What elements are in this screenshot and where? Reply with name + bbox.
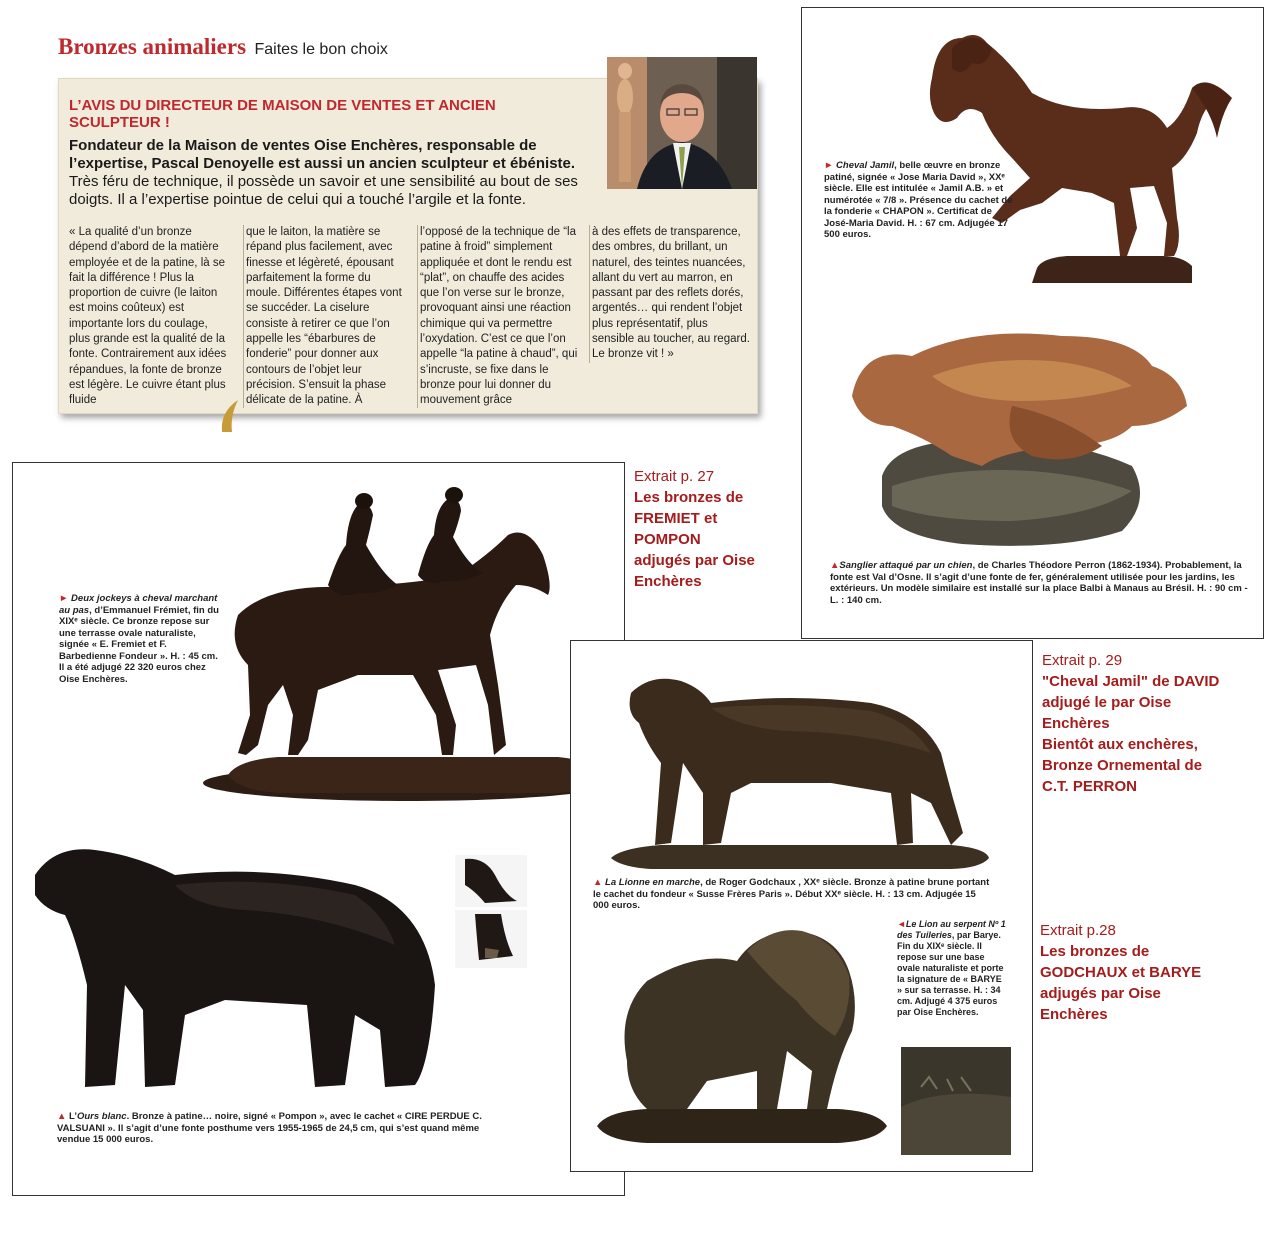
interview-column-3-text: l’opposé de la technique de “la patine à froid” simplement appliquée et dont le rendu est “plat”, on chauffe des acides que l’on verse sur le bronze, provoquant ainsi une réaction chimique qui va permettre l’oxydation. C’est ce que l’on appelle “la patine à chaud”, qui s’incruste, se fixe dans le bronze pour lui donner du mouvement grâce	[420, 226, 578, 407]
caption-jockeys-title: Deux jockeys à cheval marchant au pas	[59, 593, 218, 616]
caption-sanglier	[830, 560, 1250, 606]
extrait-p29-line: Bientôt aux enchères,	[1042, 736, 1198, 753]
extrait-p27-line: Enchères	[634, 573, 702, 590]
panel-jockeys-ours	[12, 462, 625, 1196]
caption-cheval-title: Cheval Jamil	[836, 160, 895, 171]
extrait-p28-line: adjugés par Oise	[1040, 985, 1161, 1002]
extrait-p27-line: POMPON	[634, 531, 701, 548]
lion-au-serpent-photo	[587, 911, 895, 1151]
caption-lion-text: , par Barye. Fin du XIXᵉ siècle. Il repose sur une base ovale naturaliste et porte la signature de « BARYE » sur sa terrasse. H. : 34 cm. Adjugé 4 375 euros par Oise Enchères.	[897, 929, 1004, 1017]
ours-detail-photo-1	[455, 855, 527, 907]
interview-intro-bold: Fondateur de la Maison de ventes Oise Enchères, responsable de l’expertise, Pascal Denoyelle est aussi un ancien sculpteur et ébéniste.	[69, 137, 576, 172]
caption-marker: ▲	[830, 560, 840, 571]
caption-jockeys	[59, 593, 219, 686]
page-header	[58, 34, 388, 60]
extrait-p27-label: Extrait p. 27	[634, 468, 715, 485]
extrait-p28-line: Enchères	[1040, 1006, 1108, 1023]
caption-ours-blanc	[57, 1111, 497, 1146]
page-title: Bronzes animaliers	[58, 34, 247, 59]
interview-column-3	[417, 225, 578, 408]
caption-lionne-title: La Lionne en marche	[605, 877, 701, 888]
panel-cheval-sanglier	[801, 7, 1264, 639]
extrait-p27-line: Les bronzes de	[634, 489, 744, 506]
extrait-p27-line: FREMIET et	[634, 510, 718, 527]
extrait-p29-line: Enchères	[1042, 715, 1110, 732]
lionne-photo	[591, 653, 991, 873]
lion-signature-detail-photo	[901, 1047, 1011, 1155]
caption-ours-text: . Bronze à patine… noire, signé « Pompon », avec le cachet « CIRE PERDUE C. VALSUANI ». Il s’agit d’une fonte posthume vers 1955-1965 de 24,5 cm, qui s’est quand même vendue 15 000 euros.	[57, 1111, 482, 1146]
caption-lion-title: Le Lion au serpent Nº 1 des Tuileries	[897, 919, 1006, 940]
caption-cheval-jamil	[824, 160, 1014, 241]
interview-column-2-text: que le laiton, la matière se répand plus facilement, avec finesse et légèreté, épousant parfaitement la forme du moule. Différentes étapes vont se succéder. La ciselure consiste à retirer ce que l’on appelle les “ébarbures de fonderie” pour donner aux contours de l’objet leur précision. S’ensuit la phase délicate de la patine. À	[246, 226, 402, 407]
caption-sanglier-title: Sanglier attaqué par un chien	[839, 560, 973, 571]
interview-column-4-text: à des effets de transparence, des ombres, du brillant, un naturel, des teintes nuancées, allant du vert au marron, en passant par des reflets dorés, argentés… qui rendent l’objet plus représentatif, plus sensible au toucher, au regard. Le bronze vit ! »	[592, 226, 750, 361]
extrait-p29-line: adjugé le par Oise	[1042, 694, 1172, 711]
caption-marker: ▲	[57, 1111, 67, 1122]
caption-marker: ◄	[897, 919, 906, 929]
ours-blanc-photo	[25, 835, 445, 1095]
extrait-p28-label: Extrait p.28	[1040, 922, 1116, 939]
interview-intro	[69, 137, 609, 209]
extrait-p29-line: "Cheval Jamil" de DAVID	[1042, 673, 1220, 690]
interview-intro-text: Très féru de technique, il possède un savoir et une sensibilité au bout de ses doigts. Il a l’expertise pointue de celui qui a touché l’argile et la fonte.	[69, 173, 578, 208]
interview-title: L’AVIS DU DIRECTEUR DE MAISON DE VENTES ET ANCIEN SCULPTEUR !	[69, 97, 496, 132]
caption-ours-title: Ours blanc	[76, 1111, 127, 1122]
extrait-p29	[1042, 650, 1272, 797]
caption-marker: ▲	[593, 877, 603, 888]
caption-ours-pre: L’	[69, 1111, 77, 1122]
caption-lionne-text: , de Roger Godchaux , XXᵉ siècle. Bronze à patine brune portant le cachet du fondeur « Susse Frères Paris ». Début XXᵉ siècle. H. : 13 cm. Adjugée 15 000 euros.	[593, 877, 990, 912]
extrait-p28-line: GODCHAUX et BARYE	[1040, 964, 1202, 981]
interview-column-4	[589, 225, 750, 363]
interview-column-1-text: « La qualité d’un bronze dépend d’abord de la matière employée et de la patine, là se fait la différence ! Plus la proportion de cuivre (le laiton est moins coûteux) est importante lors du coulage, plus grande est la qualité de la fonte. Contrairement aux idées répandues, la fonte de bronze est légère. Le cuivre étant plus fluide	[69, 226, 227, 407]
panel-lionne-lion	[570, 640, 1033, 1172]
caption-marker: ►	[59, 593, 69, 604]
caption-cheval-text: , belle œuvre en bronze patiné, signée « Jose Maria David », XXᵉ siècle. Elle est intitulée « Jamil A.B. » et numérotée « 7/8 ». Présence du cachet de la fonderie « CHAPON ». Certificat de José-Maria David. H. : 67 cm. Adjugée 17 500 euros.	[824, 160, 1013, 241]
portrait-photo	[607, 57, 757, 189]
ours-detail-photo-2	[455, 910, 527, 968]
extrait-p29-line: Bronze Ornemental de	[1042, 757, 1203, 774]
extrait-p28	[1040, 920, 1270, 1025]
caption-lionne	[593, 877, 993, 912]
extrait-p29-line: C.T. PERRON	[1042, 778, 1138, 795]
interview-column-1	[69, 225, 229, 408]
caption-lion-serpent	[897, 919, 1009, 1018]
caption-jockeys-text: , d’Emmanuel Frémiet, fin du XIXᵉ siècle. Ce bronze repose sur une terrasse ovale naturaliste, signée « E. Fremiet et F. Barbedienne Fondeur ». H. : 45 cm. Il a été adjugé 22 320 euros chez Oise Enchères.	[59, 604, 219, 686]
cheval-jamil-photo	[892, 18, 1257, 298]
interview-box	[58, 78, 758, 414]
sanglier-photo	[832, 316, 1252, 556]
extrait-p28-line: Les bronzes de	[1040, 943, 1150, 960]
horn-decoration	[216, 398, 246, 432]
interview-column-2	[243, 225, 404, 408]
extrait-p27	[634, 466, 794, 592]
extrait-p27-line: adjugés par Oise	[634, 552, 755, 569]
page-subtitle: Faites le bon choix	[254, 41, 388, 58]
jockeys-photo	[198, 475, 618, 805]
caption-sanglier-text: , de Charles Théodore Perron (1862-1934). Probablement, la fonte est Val d’Osne. Il s’agit d’une fonte de fer, généralement utilisée pour les jardins, les extérieurs. Un modèle similaire est installé sur la place Balbi à Manaus au Brésil. H. : 90 cm - L. : 140 cm.	[830, 560, 1248, 606]
caption-marker: ►	[824, 160, 834, 171]
extrait-p29-label: Extrait p. 29	[1042, 652, 1123, 669]
